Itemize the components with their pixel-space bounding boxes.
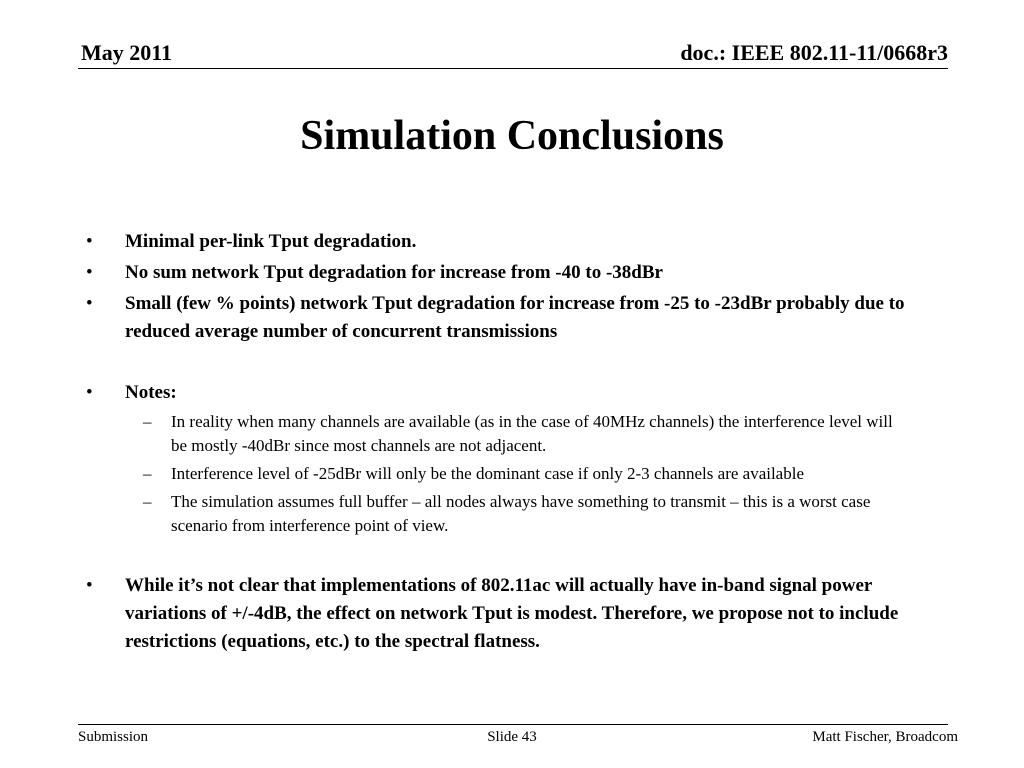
note-item (143, 410, 903, 458)
spacer (86, 349, 946, 379)
header-date: May 2011 (81, 40, 173, 65)
bullet-mark: • (86, 231, 93, 252)
note-text: The simulation assumes full buffer – all nodes always have something to transmit – this is a worst case scenario from interference point of view. (171, 492, 871, 535)
note-item (143, 490, 903, 538)
bullet-text: Minimal per-link Tput degradation. (125, 231, 417, 252)
header-rule (78, 68, 948, 69)
bullet-mark: • (86, 575, 93, 596)
spacer (86, 542, 946, 572)
header-doc-id: doc.: IEEE 802.11-11/0668r3 (680, 40, 948, 65)
bullet-text: No sum network Tput degradation for increase from -40 to -38dBr (125, 262, 663, 283)
footer-submission: Submission (78, 729, 149, 745)
slide-title: Simulation Conclusions (300, 113, 724, 159)
dash-mark: – (143, 464, 152, 483)
slide-content (86, 228, 946, 659)
note-text: Interference level of -25dBr will only be the dominant case if only 2-3 channels are available (171, 464, 805, 483)
notes-label: Notes: (125, 382, 177, 403)
notes-bullet (86, 379, 946, 407)
bullet-mark: • (86, 382, 93, 403)
dash-mark: – (143, 412, 152, 431)
note-text: In reality when many channels are available (as in the case of 40MHz channels) the interference level will be mostly -40dBr since most channels are not adjacent. (171, 412, 893, 455)
bullet-item (86, 290, 946, 346)
footer-rule (78, 724, 948, 725)
footer-slide-number: Slide 43 (487, 729, 537, 745)
conclusion-text: While it’s not clear that implementations of 802.11ac will actually have in-band signal power variations of +/-4dB, the effect on network Tput is modest. Therefore, we propose not to include restrictions (equations, etc.) to the spectral flatness. (125, 575, 899, 652)
footer-author: Matt Fischer, Broadcom (812, 729, 958, 745)
note-item (143, 462, 903, 486)
conclusion-bullet (86, 572, 946, 656)
bullet-mark: • (86, 293, 93, 314)
dash-mark: – (143, 492, 152, 511)
bullet-mark: • (86, 262, 93, 283)
bullet-text: Small (few % points) network Tput degradation for increase from -25 to -23dBr probably due to reduced average number of concurrent transmissions (125, 293, 905, 342)
bullet-item (86, 259, 946, 287)
bullet-item (86, 228, 946, 256)
